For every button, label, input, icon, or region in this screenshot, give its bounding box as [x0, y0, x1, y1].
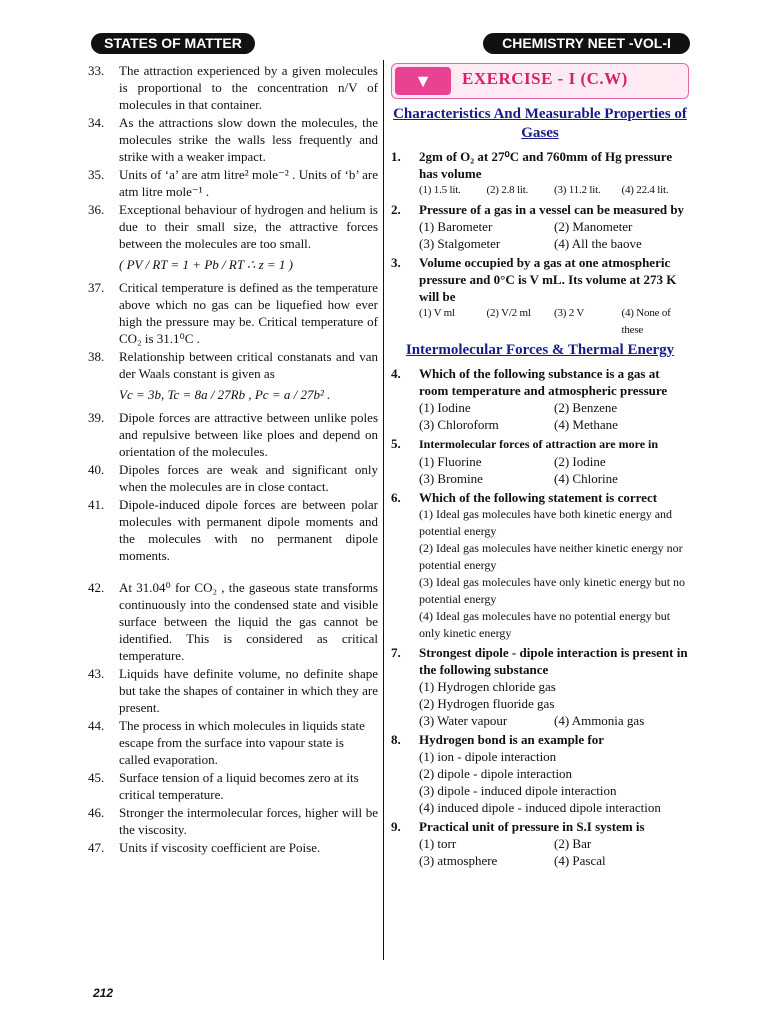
page-number: 212 [93, 986, 114, 1000]
question-8: 8. Hydrogen bond is an example for [391, 732, 605, 747]
point-36: 36. Exceptional behaviour of hydrogen and helium is due to their small size, the attractive forces between the molecules are too small. [88, 202, 378, 251]
section-heading-gases: Characteristics And Measurable Properties of Gases [393, 106, 687, 141]
chapter-title-badge: STATES OF MATTER [91, 33, 255, 54]
point-33: 33. The attraction experienced by a given molecules is proportional to the concentration n/V of molecules in that container. [88, 63, 378, 112]
question-4: 4. Which of the following substance is a gas at room temperature and atmospheric pressure [391, 366, 668, 398]
point-40: 40. Dipoles forces are weak and significant only when the molecules are in close contact. [88, 462, 378, 494]
question-8-options: (1) ion - dipole interaction (2) dipole - dipole interaction (3) dipole - induced dipole interaction (4) induced dipole - induced dipole interaction [419, 749, 661, 815]
point-44: 44. The process in which molecules in liquids state escape from the surface into vapour state is called evaporation. [88, 718, 398, 767]
question-6: 6. Which of the following statement is correct [391, 490, 658, 505]
point-45: 45. Surface tension of a liquid becomes zero at its critical temperature. [88, 770, 405, 802]
point-39: 39. Dipole forces are attractive between unlike poles and repulsive between like ploes and depend on orientation of the molecules. [88, 410, 378, 459]
arrow-down-icon: ▼ [395, 67, 451, 95]
question-9: 9. Practical unit of pressure in S.I system is [391, 819, 645, 834]
question-7: 7. Strongest dipole - dipole interaction is present in the following substance [391, 645, 688, 677]
point-46: 46. Stronger the intermolecular forces, higher will be the viscosity. [88, 805, 378, 837]
book-title-badge: CHEMISTRY NEET -VOL-I [483, 33, 690, 54]
question-9-options: (1) torr (2) Bar (3) atmosphere (4) Pascal [419, 836, 606, 868]
point-43: 43. Liquids have definite volume, no definite shape but take the shapes of container in which they are present. [88, 666, 378, 715]
question-2: 2. Pressure of a gas in a vessel can be measured by [391, 202, 685, 217]
exercise-banner [391, 63, 689, 99]
question-6-options: (1) Ideal gas molecules have both kinetic energy and potential energy (2) Ideal gas molecules have neither kinetic energy nor potential energy (3) Ideal gas molecules have only kinetic energy but no potential energy (4) Ideal gas molecules have no potential energy but only kinetic energy [419, 507, 686, 640]
question-4-options: (1) Iodine (2) Benzene (3) Chloroform (4) Methane [419, 400, 618, 432]
point-42: 42. At 31.04⁰ for CO₂ , the gaseous state transforms continuously into the condensed state and visible surface between the liquid the gas cannot be identified. This is considered as critical temperature. [88, 580, 378, 663]
point-35: 35. Units of ‘a’ are atm litre² mole⁻² . Units of ‘b’ are atm litre mole⁻¹ . [88, 167, 378, 199]
question-1-options: (1) 1.5 lit. (2) 2.8 lit. (3) 11.2 lit. (4) 22.4 lit. [419, 184, 669, 196]
question-1: 1. 2gm of O₂ at 27⁰C and 760mm of Hg pressure has volume [391, 149, 673, 181]
exercise-title: EXERCISE - I (C.W) [462, 69, 628, 88]
question-7-options: (1) Hydrogen chloride gas (2) Hydrogen fluoride gas (3) Water vapour (4) Ammonia gas [419, 679, 645, 728]
right-column [391, 62, 689, 869]
point-41: 41. Dipole-induced dipole forces are between polar molecules with permanent dipole moments and the molecules with no permanent dipole moments. [88, 497, 378, 563]
point-47: 47. Units if viscosity coefficient are Poise. [88, 840, 321, 855]
left-column [88, 62, 405, 857]
question-3-options: (1) V ml (2) V/2 ml (3) 2 V (4) None of these [419, 307, 671, 336]
section-heading-intermolecular: Intermolecular Forces & Thermal Energy [405, 342, 675, 358]
question-3: 3. Volume occupied by a gas at one atmospheric pressure and 0°C is V mL. Its volume at 273 K will be [391, 255, 677, 304]
point-37: 37. Critical temperature is defined as the temperature above which no gas can be liquefied how ever high the pressure may be. Critical temperature of CO₂ is 31.1⁰C . [88, 280, 378, 346]
column-divider [383, 60, 384, 960]
compressibility-equation: ( PV / RT = 1 + Pb / RT ∴ z = 1 ) [119, 257, 293, 272]
question-5: 5. Intermolecular forces of attraction are more in [391, 436, 659, 451]
point-38: 38. Relationship between critical constanats and van der Waals constant is given as [88, 349, 378, 381]
question-2-options: (1) Barometer (2) Manometer (3) Stalgometer (4) All the baove [419, 219, 642, 251]
question-5-options: (1) Fluorine (2) Iodine (3) Bromine (4) Chlorine [419, 454, 618, 486]
point-34: 34. As the attractions slow down the molecules, the molecules strike the walls less frequently and strike with a weaker impact. [88, 115, 378, 164]
critical-constants-equation: Vc = 3b, Tc = 8a / 27Rb , Pc = a / 27b² . [119, 387, 331, 402]
